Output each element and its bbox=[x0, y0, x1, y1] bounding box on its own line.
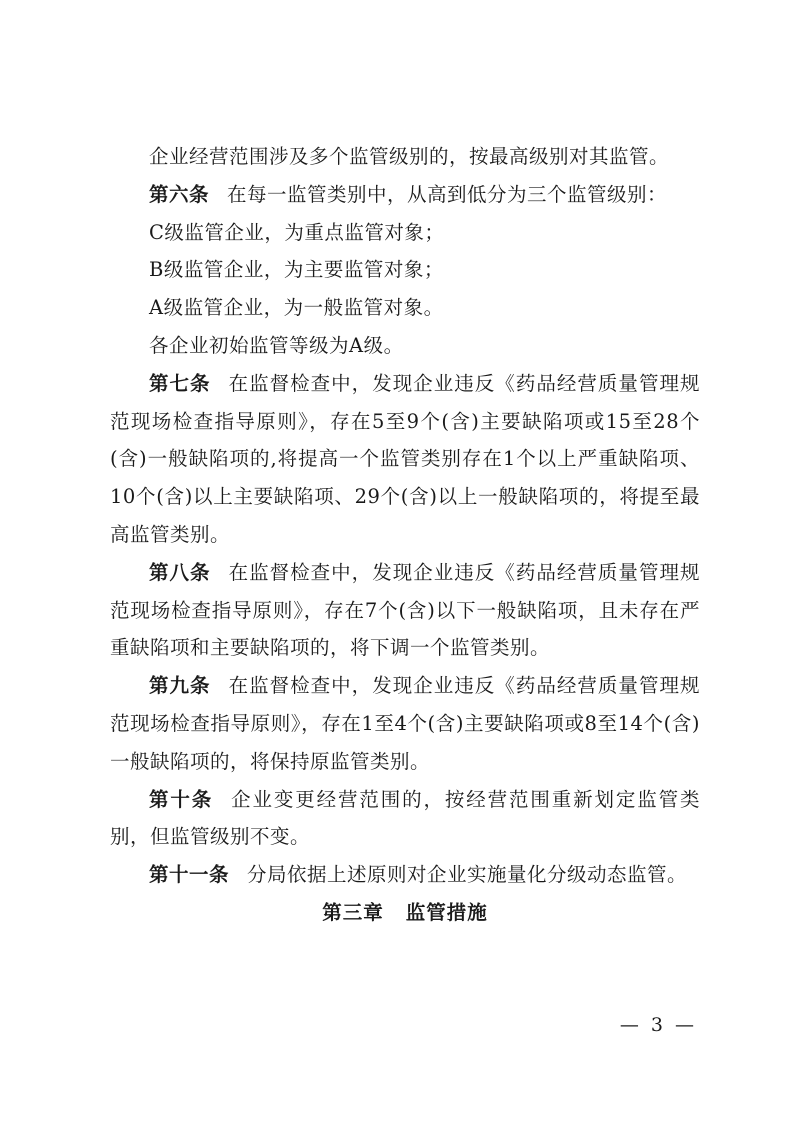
article-label: 第八条 bbox=[149, 560, 211, 584]
chapter-title: 监管措施 bbox=[405, 900, 488, 924]
article-text: 企业变更经营范围的，按经营范围重新划定监管类别，但监管级别不变。 bbox=[110, 787, 700, 849]
chapter-heading bbox=[110, 894, 700, 932]
article-6 bbox=[110, 176, 700, 214]
article-7 bbox=[110, 365, 700, 554]
article-label: 第九条 bbox=[149, 674, 211, 698]
article-label: 第六条 bbox=[149, 182, 210, 206]
article-label: 第十条 bbox=[149, 787, 214, 811]
article-10 bbox=[110, 781, 700, 857]
article-label: 第七条 bbox=[149, 371, 211, 395]
paragraph-text: C级监管企业，为重点监管对象； bbox=[149, 220, 445, 244]
paragraph-scope-rule bbox=[110, 138, 700, 176]
article-text: 在每一监管类别中，从高到低分为三个监管级别： bbox=[227, 182, 668, 206]
article-9 bbox=[110, 667, 700, 780]
document-body bbox=[110, 138, 700, 932]
article-8 bbox=[110, 554, 700, 667]
paragraph-text: 各企业初始监管等级为A级。 bbox=[149, 333, 404, 357]
level-c-item bbox=[110, 214, 700, 252]
article-text: 在监督检查中，发现企业违反《药品经营质量管理规范现场检查指导原则》，存在1至4个(含)主要缺陷项或8至14个(含)一般缺陷项的，将保持原监管类别。 bbox=[110, 674, 700, 773]
initial-level-note bbox=[110, 327, 700, 365]
article-text: 在监督检查中，发现企业违反《药品经营质量管理规范现场检查指导原则》，存在5至9个(含)主要缺陷项或15至28个(含)一般缺陷项的,将提高一个监管类别存在1个以上严重缺陷项、10个(含)以上主要缺陷项、29个(含)以上一般缺陷项的，将提至最高监管类别。 bbox=[110, 371, 700, 546]
article-label: 第十一条 bbox=[149, 863, 230, 887]
article-text: 分局依据上述原则对企业实施量化分级动态监管。 bbox=[247, 863, 688, 887]
page-number: — 3 — bbox=[619, 1014, 697, 1036]
paragraph-text: B级监管企业，为主要监管对象； bbox=[149, 258, 444, 282]
article-text: 在监督检查中，发现企业违反《药品经营质量管理规范现场检查指导原则》，存在7个(含)以下一般缺陷项，且未存在严重缺陷项和主要缺陷项的，将下调一个监管类别。 bbox=[110, 560, 700, 660]
level-b-item bbox=[110, 251, 700, 289]
paragraph-text: 企业经营范围涉及多个监管级别的，按最高级别对其监管。 bbox=[149, 145, 670, 168]
paragraph-text: A级监管企业，为一般监管对象。 bbox=[149, 296, 444, 320]
article-11 bbox=[110, 856, 700, 894]
chapter-number: 第三章 bbox=[322, 900, 384, 924]
level-a-item bbox=[110, 289, 700, 327]
